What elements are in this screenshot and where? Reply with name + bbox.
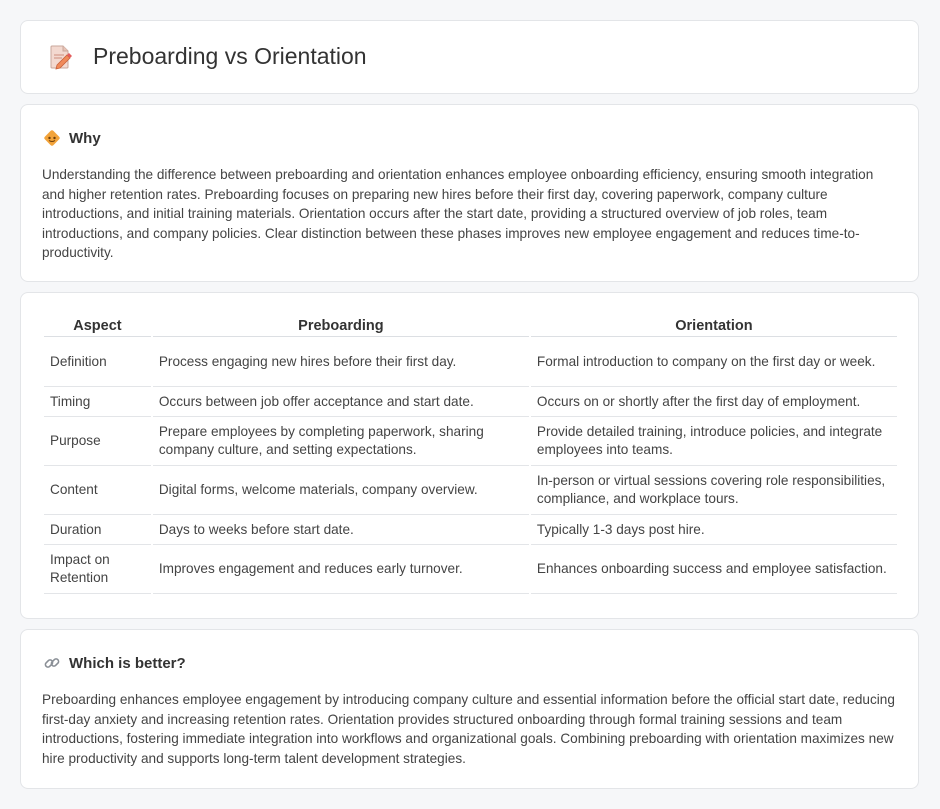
aspect-cell: Definition [44, 337, 151, 387]
orientation-cell: Occurs on or shortly after the first day of employment. [531, 387, 897, 417]
orientation-cell: Provide detailed training, introduce policies, and integrate employees into teams. [531, 417, 897, 466]
which-is-better-heading: Which is better? [69, 654, 186, 672]
table-row [44, 417, 897, 466]
comparison-table-card [20, 292, 919, 619]
header-preboarding: Preboarding [153, 315, 529, 337]
orientation-cell: Typically 1-3 days post hire. [531, 515, 897, 545]
header-aspect: Aspect [44, 315, 151, 337]
aspect-cell: Content [44, 466, 151, 515]
why-heading: Why [69, 129, 101, 147]
orientation-cell: Formal introduction to company on the first day or week. [531, 337, 897, 387]
preboarding-cell: Days to weeks before start date. [153, 515, 529, 545]
preboarding-cell: Occurs between job offer acceptance and start date. [153, 387, 529, 417]
aspect-cell: Timing [44, 387, 151, 417]
table-row [44, 545, 897, 594]
why-section [20, 104, 919, 282]
header-orientation: Orientation [531, 315, 897, 337]
diamond-warning-icon [43, 129, 61, 147]
which-is-better-section [20, 629, 919, 789]
aspect-cell: Duration [44, 515, 151, 545]
preboarding-cell: Process engaging new hires before their first day. [153, 337, 529, 387]
table-row [44, 515, 897, 545]
preboarding-cell: Digital forms, welcome materials, company overview. [153, 466, 529, 515]
which-is-better-text: Preboarding enhances employee engagement by introducing company culture and essential information before the official start date, reducing first-day anxiety and increasing retention rates. Orientation provides structured onboarding through formal training sessions and team introductions, fostering immediate integration into workflows and organizational goals. Combining preboarding with orientation maximizes new hire productivity and supports long-term talent development strategies. [42, 692, 895, 766]
orientation-cell: In-person or virtual sessions covering role responsibilities, compliance, and workplace tours. [531, 466, 897, 515]
document-pencil-icon [47, 44, 73, 70]
preboarding-cell: Prepare employees by completing paperwork, sharing company culture, and setting expectations. [153, 417, 529, 466]
table-row [44, 337, 897, 387]
preboarding-cell: Improves engagement and reduces early turnover. [153, 545, 529, 594]
link-icon [43, 654, 61, 672]
table-row [44, 387, 897, 417]
comparison-table [42, 315, 899, 594]
aspect-cell: Impact on Retention [44, 545, 151, 594]
table-header-row [44, 315, 897, 337]
aspect-cell: Purpose [44, 417, 151, 466]
why-text: Understanding the difference between preboarding and orientation enhances employee onboarding efficiency, ensuring smooth integration and higher retention rates. Preboarding focuses on preparing new hires before their first day, covering paperwork, company culture introductions, and initial training materials. Orientation occurs after the start date, providing a structured overview of job roles, team introductions, and company policies. Clear distinction between these phases improves new employee engagement and reduces time-to-productivity. [42, 167, 874, 260]
header-card [20, 20, 919, 94]
orientation-cell: Enhances onboarding success and employee satisfaction. [531, 545, 897, 594]
page-title: Preboarding vs Orientation [93, 43, 367, 69]
table-row [44, 466, 897, 515]
